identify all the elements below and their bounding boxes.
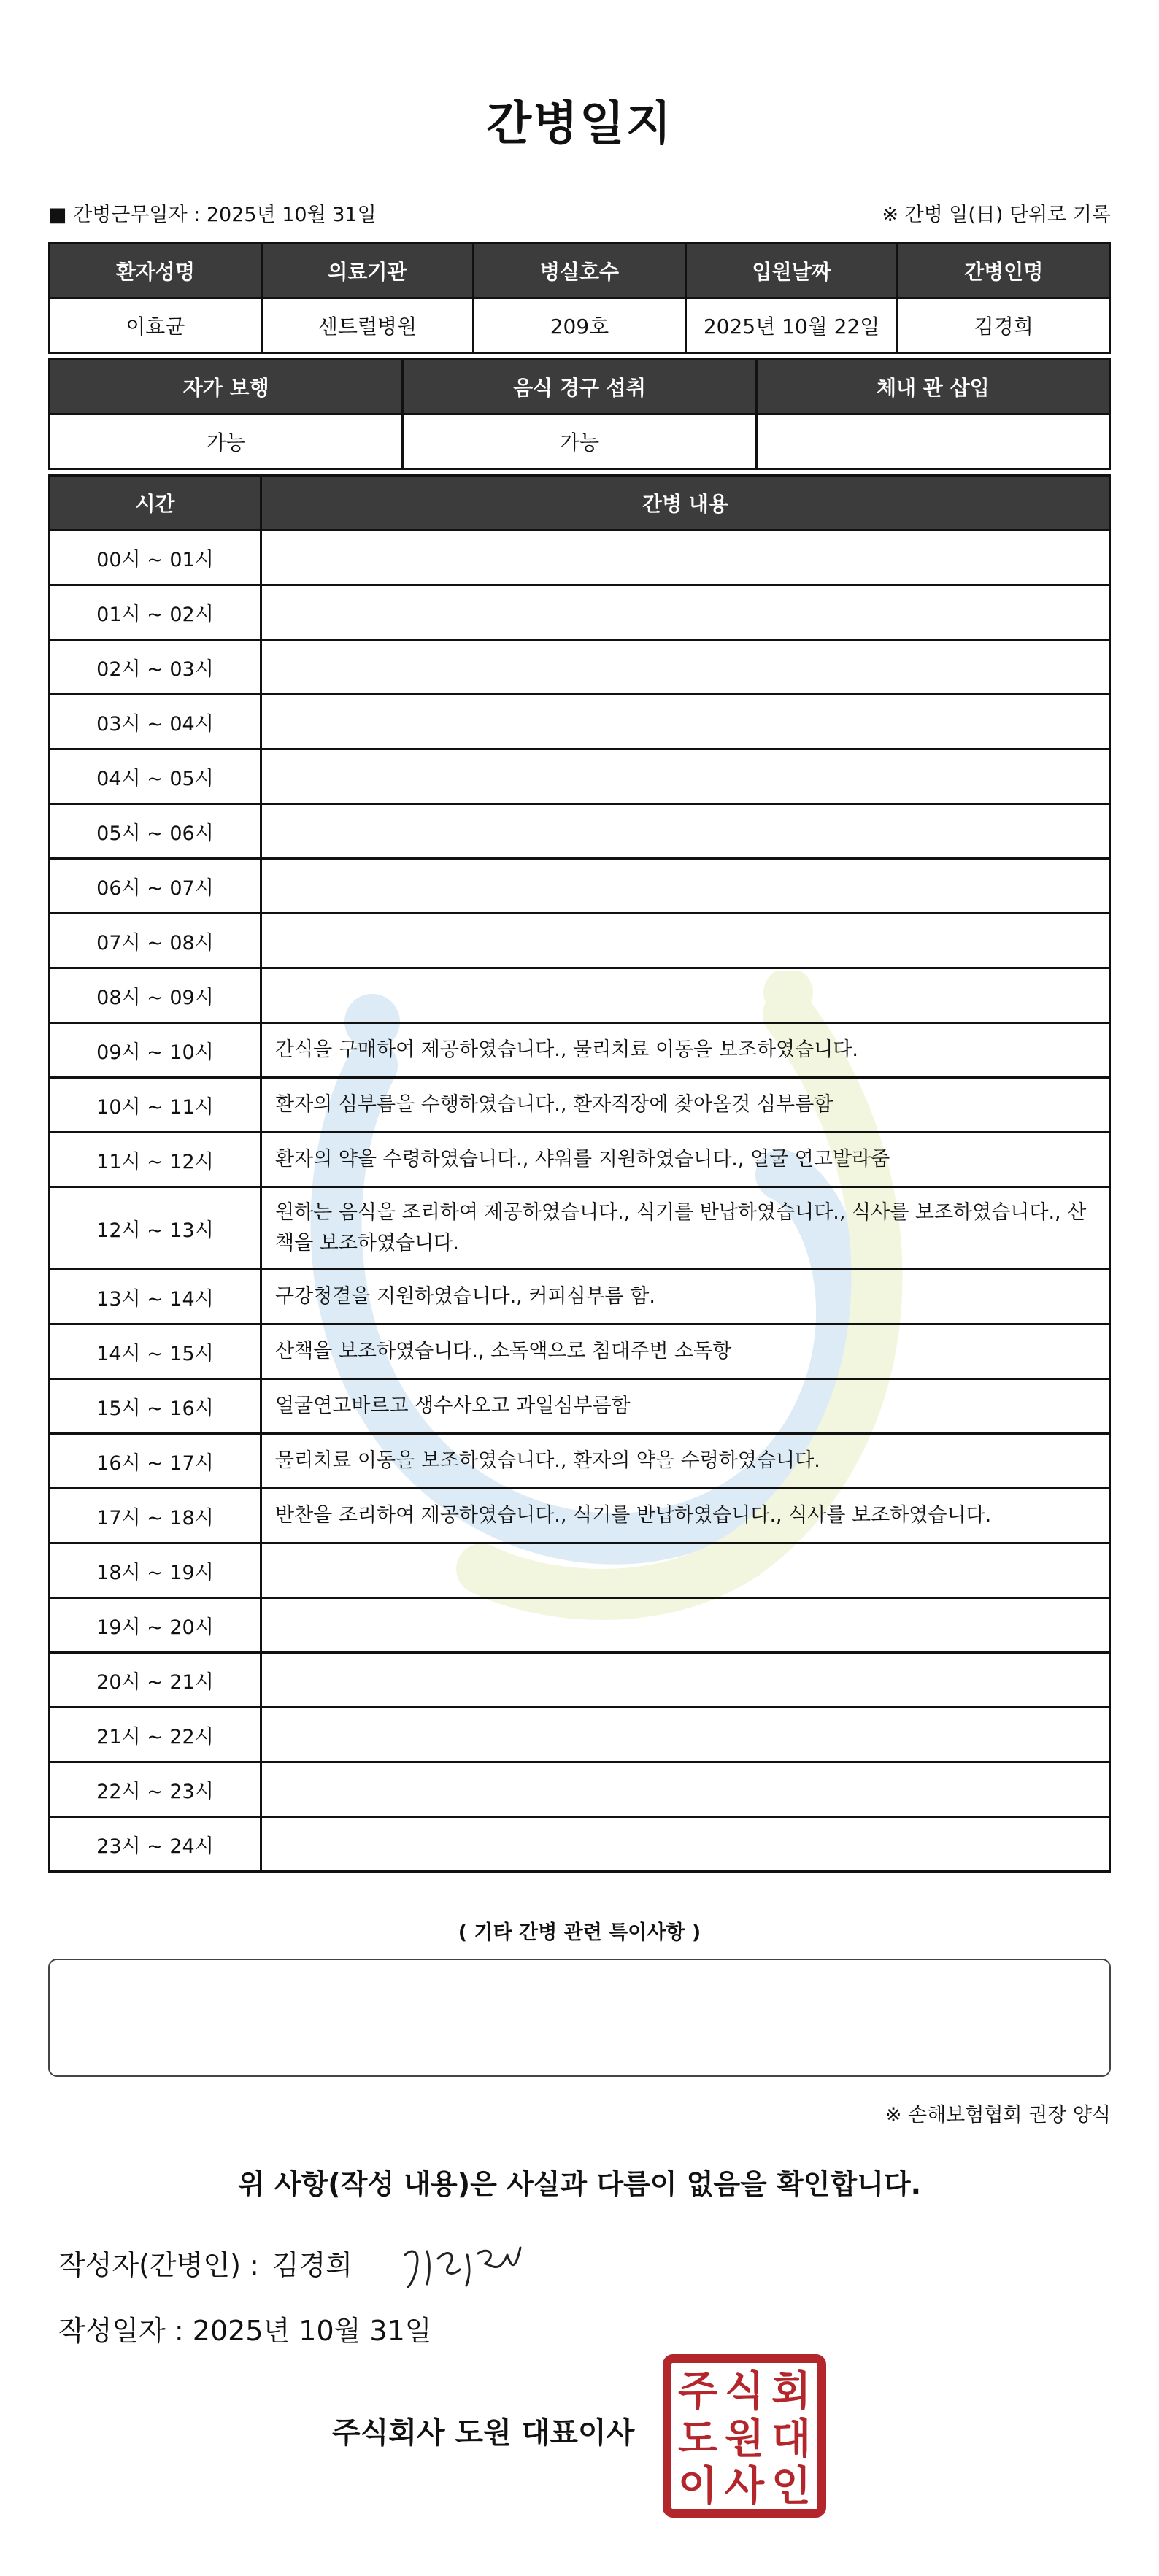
header-patient-name: 환자성명 xyxy=(50,244,262,298)
oral-intake-value: 가능 xyxy=(403,414,756,469)
log-row xyxy=(50,640,1110,695)
log-row xyxy=(50,1762,1110,1817)
header-hospital: 의료기관 xyxy=(261,244,474,298)
log-row xyxy=(50,1078,1110,1133)
log-row xyxy=(50,695,1110,749)
log-row xyxy=(50,1324,1110,1379)
log-row xyxy=(50,1187,1110,1270)
svg-text:대: 대 xyxy=(771,2415,812,2463)
patient-value-row xyxy=(50,298,1110,353)
log-time: 12시 ~ 13시 xyxy=(50,1187,261,1270)
log-content xyxy=(261,1708,1110,1762)
header-tube-insertion: 체내 관 삽입 xyxy=(756,360,1109,414)
log-content: 얼굴연고바르고 생수사오고 과일심부름함 xyxy=(261,1379,1110,1434)
log-content: 물리치료 이동을 보조하였습니다., 환자의 약을 수령하였습니다. xyxy=(261,1434,1110,1489)
page-title: 간병일지 xyxy=(486,97,673,151)
svg-text:사: 사 xyxy=(724,2463,765,2510)
log-content xyxy=(261,1762,1110,1817)
log-time: 20시 ~ 21시 xyxy=(50,1653,261,1708)
log-content xyxy=(261,1817,1110,1872)
log-row xyxy=(50,968,1110,1023)
log-row xyxy=(50,1270,1110,1324)
svg-text:이: 이 xyxy=(677,2463,718,2510)
header-admission-date: 입원날짜 xyxy=(685,244,898,298)
log-time: 07시 ~ 08시 xyxy=(50,914,261,968)
hospital-name: 센트럴병원 xyxy=(261,298,474,353)
log-content xyxy=(261,914,1110,968)
log-row xyxy=(50,531,1110,585)
log-row xyxy=(50,585,1110,640)
log-content xyxy=(261,968,1110,1023)
abilities-table xyxy=(48,358,1111,470)
log-row xyxy=(50,859,1110,914)
log-time: 23시 ~ 24시 xyxy=(50,1817,261,1872)
confirmation-statement: 위 사항(작성 내용)은 사실과 다름이 없음을 확인합니다. xyxy=(237,2168,922,2200)
log-content xyxy=(261,640,1110,695)
log-content: 산책을 보조하였습니다., 소독액으로 침대주변 소독항 xyxy=(261,1324,1110,1379)
log-time: 22시 ~ 23시 xyxy=(50,1762,261,1817)
log-time: 09시 ~ 10시 xyxy=(50,1023,261,1078)
remarks-title: ( 기타 간병 관련 특이사항 ) xyxy=(458,1921,701,1944)
log-header-row xyxy=(50,476,1110,531)
log-time: 04시 ~ 05시 xyxy=(50,749,261,804)
header-care-content: 간병 내용 xyxy=(261,476,1110,531)
log-row xyxy=(50,1543,1110,1598)
care-log-table xyxy=(48,474,1111,1873)
log-row xyxy=(50,1434,1110,1489)
log-body xyxy=(50,531,1110,1872)
caregiver-name: 김경희 xyxy=(898,298,1110,353)
abilities-header-row xyxy=(50,360,1110,414)
svg-text:주: 주 xyxy=(677,2368,718,2415)
log-time: 03시 ~ 04시 xyxy=(50,695,261,749)
company-name: 주식회사 도원 대표이사 xyxy=(332,2416,635,2450)
log-time: 21시 ~ 22시 xyxy=(50,1708,261,1762)
work-date: ■ 간병근무일자 : 2025년 10월 31일 xyxy=(48,204,377,226)
log-content: 원하는 음식을 조리하여 제공하였습니다., 식기를 반납하였습니다., 식사를 보조하였습니다., 산책을 보조하였습니다. xyxy=(261,1187,1110,1270)
unit-note: ※ 간병 일(日) 단위로 기록 xyxy=(882,204,1111,226)
log-content xyxy=(261,531,1110,585)
patient-info-table xyxy=(48,242,1111,354)
log-content: 간식을 구매하여 제공하였습니다., 물리치료 이동을 보조하였습니다. xyxy=(261,1023,1110,1078)
header-room: 병실호수 xyxy=(474,244,686,298)
header-caregiver-name: 간병인명 xyxy=(898,244,1110,298)
company-seal xyxy=(663,2354,826,2518)
log-content: 구강청결을 지원하였습니다., 커피심부름 함. xyxy=(261,1270,1110,1324)
log-time: 02시 ~ 03시 xyxy=(50,640,261,695)
room-number: 209호 xyxy=(474,298,686,353)
writer-name: 김경희 xyxy=(272,2249,353,2281)
log-content: 반찬을 조리하여 제공하였습니다., 식기를 반납하였습니다., 식사를 보조하였습니다. xyxy=(261,1489,1110,1543)
svg-text:원: 원 xyxy=(724,2415,765,2463)
svg-text:식: 식 xyxy=(724,2368,765,2415)
log-content: 환자의 약을 수령하였습니다., 샤워를 지원하였습니다., 얼굴 연고발라줌 xyxy=(261,1133,1110,1187)
header-oral-intake: 음식 경구 섭취 xyxy=(403,360,756,414)
patient-name: 이효균 xyxy=(50,298,262,353)
log-time: 19시 ~ 20시 xyxy=(50,1598,261,1653)
log-time: 06시 ~ 07시 xyxy=(50,859,261,914)
svg-text:도: 도 xyxy=(677,2415,718,2463)
log-time: 00시 ~ 01시 xyxy=(50,531,261,585)
log-row xyxy=(50,804,1110,859)
form-note: ※ 손해보험협회 권장 양식 xyxy=(885,2104,1111,2126)
log-content: 환자의 심부름을 수행하였습니다., 환자직장에 찾아올것 심부름함 xyxy=(261,1078,1110,1133)
svg-text:인: 인 xyxy=(771,2463,812,2510)
log-time: 13시 ~ 14시 xyxy=(50,1270,261,1324)
abilities-value-row xyxy=(50,414,1110,469)
log-time: 15시 ~ 16시 xyxy=(50,1379,261,1434)
log-content xyxy=(261,585,1110,640)
header-self-walking: 자가 보행 xyxy=(50,360,403,414)
patient-header-row xyxy=(50,244,1110,298)
log-row xyxy=(50,1708,1110,1762)
admission-date: 2025년 10월 22일 xyxy=(685,298,898,353)
log-content xyxy=(261,749,1110,804)
log-content xyxy=(261,695,1110,749)
log-row xyxy=(50,1653,1110,1708)
log-time: 16시 ~ 17시 xyxy=(50,1434,261,1489)
self-walking-value: 가능 xyxy=(50,414,403,469)
svg-text:회: 회 xyxy=(771,2368,812,2415)
log-time: 05시 ~ 06시 xyxy=(50,804,261,859)
written-date: 작성일자 : 2025년 10월 31일 xyxy=(58,2315,432,2347)
log-time: 01시 ~ 02시 xyxy=(50,585,261,640)
log-row xyxy=(50,1817,1110,1872)
header-time: 시간 xyxy=(50,476,261,531)
handwritten-signature xyxy=(398,2233,529,2291)
log-time: 17시 ~ 18시 xyxy=(50,1489,261,1543)
log-time: 18시 ~ 19시 xyxy=(50,1543,261,1598)
log-time: 10시 ~ 11시 xyxy=(50,1078,261,1133)
log-content xyxy=(261,1598,1110,1653)
tube-insertion-value xyxy=(756,414,1109,469)
writer-label: 작성자(간병인) : xyxy=(58,2249,259,2281)
log-content xyxy=(261,1653,1110,1708)
log-row xyxy=(50,1489,1110,1543)
log-row xyxy=(50,1133,1110,1187)
log-row xyxy=(50,914,1110,968)
log-row xyxy=(50,749,1110,804)
writer-line xyxy=(58,2243,353,2283)
log-time: 14시 ~ 15시 xyxy=(50,1324,261,1379)
remarks-box xyxy=(48,1959,1111,2077)
log-content xyxy=(261,859,1110,914)
log-time: 11시 ~ 12시 xyxy=(50,1133,261,1187)
log-content xyxy=(261,1543,1110,1598)
log-content xyxy=(261,804,1110,859)
log-time: 08시 ~ 09시 xyxy=(50,968,261,1023)
log-row xyxy=(50,1379,1110,1434)
log-row xyxy=(50,1598,1110,1653)
log-row xyxy=(50,1023,1110,1078)
